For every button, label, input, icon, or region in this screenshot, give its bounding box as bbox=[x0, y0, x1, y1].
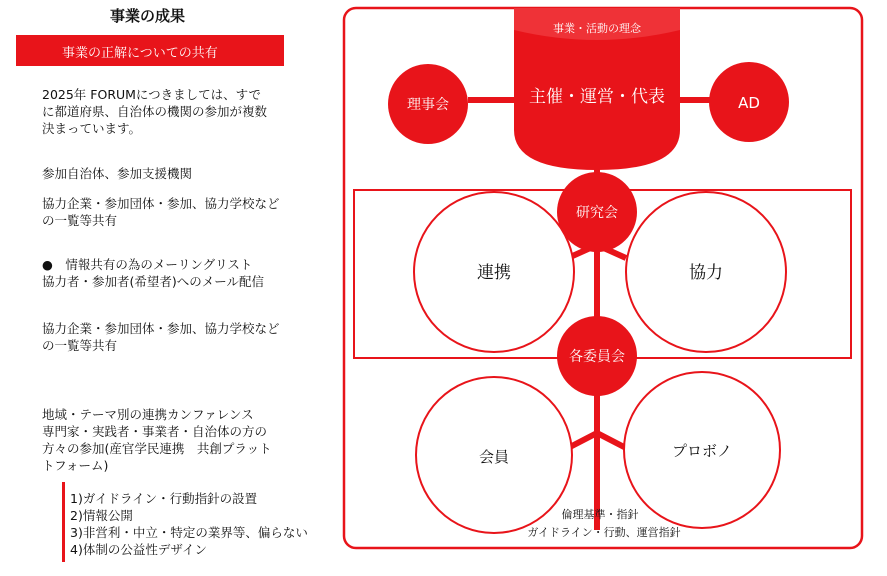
committee-label: 各委員会 bbox=[569, 349, 625, 365]
text-line: 2025年 FORUMにつきましては、すで bbox=[42, 87, 262, 102]
text-line: の一覧等共有 bbox=[42, 338, 118, 353]
guideline-label: ガイドライン・行動、運営指針 bbox=[527, 526, 681, 539]
text-line: 方々の参加(産官学民連携 共創プラット bbox=[42, 441, 272, 456]
board-label: 理事会 bbox=[407, 97, 449, 113]
collab-label: 連携 bbox=[477, 263, 511, 283]
text-line: に都道府県、自治体の機関の参加が複数 bbox=[42, 104, 268, 119]
ethics-label: 倫理基準・指針 bbox=[561, 508, 639, 521]
text-line: トフォーム) bbox=[42, 458, 109, 473]
text-line: 協力者・参加者(希望者)へのメール配信 bbox=[42, 274, 265, 289]
ad-label: AD bbox=[738, 94, 760, 112]
header-bar-label: 事業の正解についての共有 bbox=[62, 46, 218, 61]
text-line: の一覧等共有 bbox=[42, 213, 118, 228]
research-label: 研究会 bbox=[576, 205, 618, 221]
member-label: 会員 bbox=[478, 448, 510, 466]
text-line: 協力企業・参加団体・参加、協力学校など bbox=[42, 196, 280, 211]
text-line: 参加自治体、参加支援機関 bbox=[42, 166, 193, 181]
top-label: 事業・活動の理念 bbox=[553, 22, 641, 35]
list-item: 3)非営利・中立・特定の業界等、偏らない bbox=[70, 525, 308, 540]
text-line: 決まっています。 bbox=[42, 121, 142, 136]
coop-label: 協力 bbox=[689, 263, 723, 283]
main-label: 主催・運営・代表 bbox=[529, 87, 665, 107]
text-line: 専門家・実践者・事業者・自治体の方の bbox=[42, 424, 268, 439]
list-item: 1)ガイドライン・行動指針の設置 bbox=[70, 491, 258, 506]
text-line: 地域・テーマ別の連携カンファレンス bbox=[42, 407, 254, 422]
list-item: 2)情報公開 bbox=[70, 508, 133, 523]
text-line: ● 情報共有の為のメーリングリスト bbox=[42, 257, 253, 272]
text-line: 協力企業・参加団体・参加、協力学校など bbox=[42, 321, 280, 336]
probono-label: プロボノ bbox=[671, 442, 733, 460]
section-title: 事業の成果 bbox=[110, 7, 186, 25]
list-item: 4)体制の公益性デザイン bbox=[70, 542, 207, 557]
